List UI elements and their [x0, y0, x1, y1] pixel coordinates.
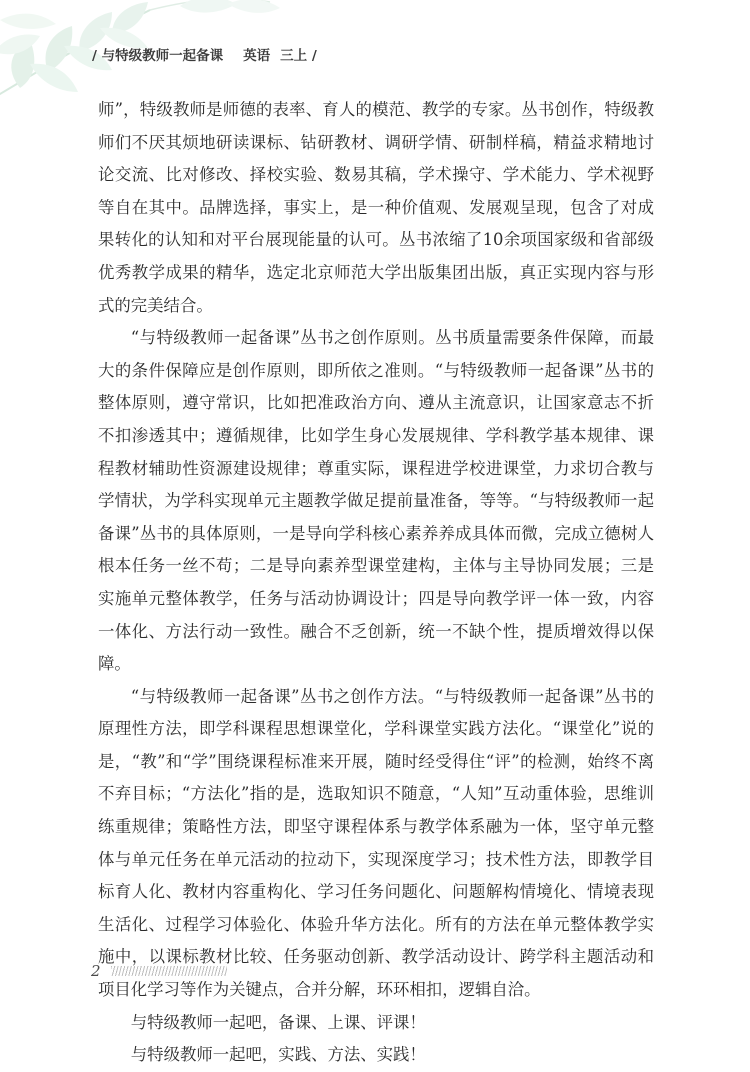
- paragraph-continued: 师”，特级教师是师德的表率、育人的模范、教学的专家。丛书创作，特级教师们不厌其烦地研读课标、钻研教材、调研学情、研制样稿，精益求精地讨论交流、比对修改、择校实验、数易其稿，学术操守、学术能力、学术视野等自在其中。品牌选择，事实上，是一种价值观、发展观呈现，包含了对成果转化的认知和对平台展现能量的认可。丛书浓缩了10余项国家级和省部级优秀教学成果的精华，选定北京师范大学出版集团出版，真正实现内容与形式的完美结合。: [98, 100, 654, 315]
- running-header: [92, 44, 317, 64]
- paragraph-creation-methods: “与特级教师一起备课”丛书之创作方法。“与特级教师一起备课”丛书的原理性方法，即学科课程思想课堂化，学科课堂实践方法化。“课堂化”说的是，“教”和“学”围绕课程标准来开展，随时经受得住“评”的检测，始终不离不弃目标；“方法化”指的是，选取知识不随意，“人知”互动重体验，思维训练重规律；策略性方法，即坚守课程体系与教学体系融为一体，坚守单元整体与单元任务在单元活动的拉动下，实现深度学习；技术性方法，即教学目标育人化、教材内容重构化、学习任务问题化、问题解构情境化、情境表现生活化、过程学习体验化、体验升华方法化。所有的方法在单元整体教学实施中，以课标教材比较、任务驱动创新、教学活动设计、跨学科主题活动和项目化学习等作为关键点，合并分解，环环相扣，逻辑自洽。: [98, 686, 654, 1000]
- header-subject: 英语: [243, 48, 271, 64]
- header-book-title: / 与特级教师一起备课: [92, 48, 224, 64]
- closing-line-2: 与特级教师一起吧，实践、方法、实践！: [130, 1045, 426, 1065]
- page-number: 2: [91, 962, 101, 980]
- paragraph-creation-principles: “与特级教师一起备课”丛书之创作原则。丛书质量需要条件保障，而最大的条件保障应是创作原则，即所依之准则。“与特级教师一起备课”丛书的整体原则，遵守常识，比如把准政治方向、遵从主流意识，让国家意志不折不扣渗透其中；遵循规律，比如学生身心发展规律、学科教学基本规律、课程教材辅助性资源建设规律；尊重实际，课程进学校进课堂，力求切合教与学情状，为学科实现单元主题教学做足提前量准备，等等。“与特级教师一起备课”丛书的具体原则，一是导向学科核心素养养成具体而微，完成立德树人根本任务一丝不苟；二是导向素养型课堂建构，主体与主导协同发展；三是实施单元整体教学，任务与活动协调设计；四是导向教学评一体一致，内容一体化、方法行动一致性。融合不乏创新，统一不缺个性，提质增效得以保障。: [98, 328, 654, 674]
- footer-hatch-decoration: [111, 966, 227, 976]
- closing-line-1: 与特级教师一起吧，备课、上课、评课！: [130, 1012, 426, 1032]
- header-grade: 三上 /: [280, 48, 317, 64]
- page-footer: [91, 962, 227, 980]
- body-text: [98, 94, 654, 1072]
